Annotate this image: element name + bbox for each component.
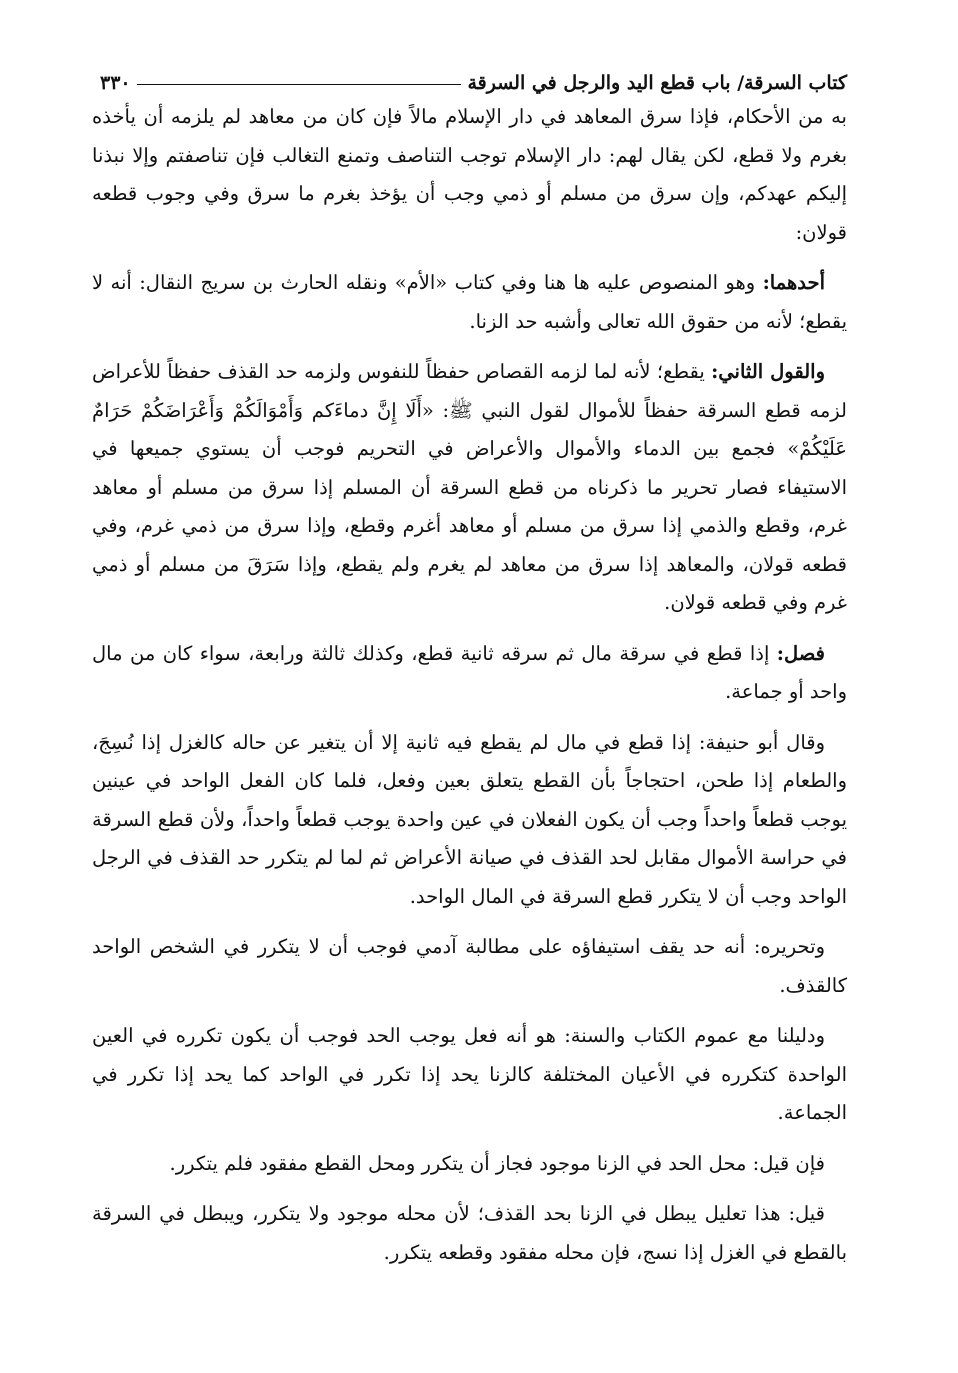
paragraph-text: وقال أبو حنيفة: إذا قطع في مال لم يقطع فيه ثانية إلا أن يتغير عن حاله كالغزل إذا نُسِجَ، والطعام إذا طحن، احتجاجاً بأن القطع يتعلق بعين وفعل، فلما كان الفعل الواحد في عينين يوجب قطعاً واحداً وجب أن يكون الفعلان في عين واحدة يوجب قطعاً واحداً، ولأن قطع السرقة في حراسة الأموال مقابل لحد القذف في صيانة الأعراض ثم لما لم يتكرر حد القذف في الرجل الواحد وجب أن لا يتكرر قطع السرقة في المال الواحد. <box>92 730 847 908</box>
paragraph-text: قيل: هذا تعليل يبطل في الزنا بحد القذف؛ لأن محله موجود ولا يتكرر، ويبطل في السرقة بالقطع في الغزل إذا نسج، فإن محله مفقود وقطعه يتكرر. <box>92 1202 847 1264</box>
paragraph-text: به من الأحكام، فإذا سرق المعاهد في دار الإسلام مالاً فإن كان من معاهد لم يلزمه أن يأخذه بغرم ولا قطع، لكن يقال لهم: دار الإسلام توجب التناصف وتمنع التغالب فإن تناصفتم وإلا نبذنا إليكم عهدكم، وإن سرق من مسلم أو ذمي وجب أن يؤخذ بغرم ما سرق وفي وجوب قطعه قولان: <box>92 105 847 244</box>
paragraph-7 <box>92 1017 847 1133</box>
header-rule <box>137 84 462 85</box>
paragraph-6 <box>92 928 847 1005</box>
paragraph-text: إذا قطع في سرقة مال ثم سرقه ثانية قطع، وكذلك ثالثة ورابعة، سواء كان من مال واحد أو جماعة. <box>92 641 847 703</box>
paragraph-text: وتحريره: أنه حد يقف استيفاؤه على مطالبة آدمي فوجب أن لا يتكرر في الشخص الواحد كالقذف. <box>92 935 847 997</box>
paragraph-1 <box>92 98 847 252</box>
page-number: ٣٣٠ <box>100 72 131 94</box>
paragraph-8 <box>92 1145 847 1184</box>
paragraph-text: فإن قيل: محل الحد في الزنا موجود فجاز أن يتكرر ومحل القطع مفقود فلم يتكرر. <box>169 1151 825 1175</box>
paragraph-lead: أحدهما: <box>762 271 825 294</box>
paragraph-lead: فصل: <box>776 641 825 665</box>
paragraph-text: ودليلنا مع عموم الكتاب والسنة: هو أنه فعل يوجب الحد فوجب أن يكون تكرره في العين الواحدة كتكرره في الأعيان المختلفة كالزنا يحد إذا تكرر في الواحد كما يحد إذا تكرر في الجماعة. <box>92 1024 847 1124</box>
paragraph-9 <box>92 1195 847 1272</box>
book-page <box>92 58 847 1284</box>
paragraph-4 <box>92 635 847 712</box>
paragraph-lead: والقول الثاني: <box>711 360 825 383</box>
paragraph-text: يقطع؛ لأنه لما لزمه القصاص حفظاً للنفوس ولزمه حد القذف حفظاً للأعراض لزمه قطع السرقة حفظاً للأموال لقول النبي ﷺ: «أَلَا إِنَّ دماءَكم وَأَمْوَالَكُمْ وَأَعْرَاضَكُمْ حَرَامٌ عَلَيْكُمْ» فجمع بين الدماء والأموال والأعراض في التحريم فوجب أن يستوي جميعها في الاستيفاء فصار تحرير ما ذكرناه من قطع السرقة أن المسلم إذا سرق من مسلم أو معاهد غرم، وقطع والذمي إذا سرق من مسلم أو معاهد أغرم وقطع، وإذا سرق من ذمي غرم، وفي قطعه قولان، والمعاهد إذا سرق من معاهد لم يغرم ولم يقطع، وإذا سَرَقَ من مسلم أو ذمي غرم وفي قطعه قولان. <box>92 360 847 614</box>
running-title: كتاب السرقة/ باب قطع اليد والرجل في السرقة <box>467 72 847 94</box>
paragraph-text: وهو المنصوص عليه ها هنا وفي كتاب «الأم» ونقله الحارث بن سريج النقال: أنه لا يقطع؛ لأنه من حقوق الله تعالى وأشبه حد الزنا. <box>92 271 847 333</box>
paragraph-2 <box>92 264 847 341</box>
page-body <box>92 98 847 1272</box>
paragraph-3 <box>92 353 847 623</box>
page-header <box>92 58 847 94</box>
paragraph-5 <box>92 724 847 917</box>
